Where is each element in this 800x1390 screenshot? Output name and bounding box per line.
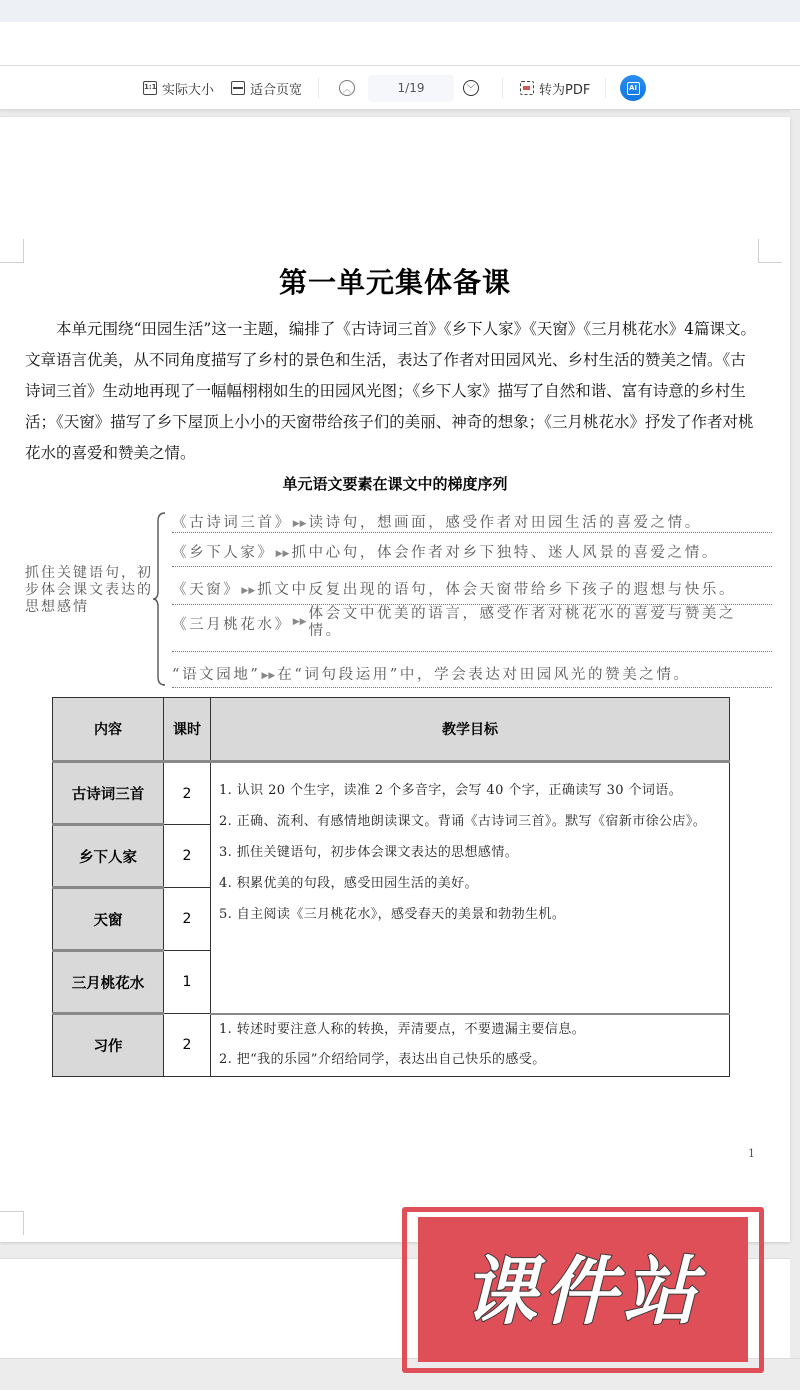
actual-size-icon: 1:1 [143, 81, 157, 95]
watermark-text: 课件站 [463, 1249, 703, 1335]
window-top-strip [0, 0, 800, 22]
lesson-hours: 1 [164, 951, 211, 1014]
goal-item: 4. 积累优美的句段，感受田园生活的美好。 [219, 876, 478, 891]
convert-pdf-label: 转为PDF [539, 82, 591, 98]
intro-paragraph: 本单元围绕“田园生活”这一主题，编排了《古诗词三首》《乡下人家》《天窗》《三月桃花水》4篇课文。文章语言优美，从不同角度描写了乡村的景色和生活，表达了作者对田园风光、乡村生活的赞美之情。《古诗词三首》生动地再现了一幅幅栩栩如生的田园风光图；《乡下人家》描写了自然和谐、富有诗意的乡村生活；《天窗》描写了乡下屋顶上小小的天窗带给孩子们的美丽、神奇的想象；《三月桃花水》抒发了作者对桃花水的喜爱和赞美之情。 [25, 320, 756, 462]
pdf-file-icon [520, 81, 534, 95]
toolbar-divider [502, 78, 503, 98]
lesson-name: 天窗 [53, 888, 164, 951]
diagram-lesson: 《乡下人家》 [172, 545, 275, 561]
diagram-text: 抓文中反复出现的语句，体会天窗带给乡下孩子的遐想与快乐。 [257, 582, 737, 598]
goal-item: 1. 转述时要注意人称的转换，弄清要点，不要遗漏主要信息。 [219, 1021, 586, 1037]
page-margin-corner-mark [0, 239, 24, 263]
diagram-text: 读诗句，想画面，感受作者对田园生活的喜爱之情。 [308, 515, 702, 531]
double-arrow-icon: ▶▶ [241, 586, 256, 596]
double-arrow-icon: ▶▶ [261, 671, 276, 681]
lesson-plan-table [52, 697, 730, 1077]
convert-pdf-button[interactable] [520, 76, 590, 100]
table-header-row [53, 698, 730, 762]
diagram-row [172, 652, 772, 688]
diagram-left-label: 抓住关键语句，初步体会课文表达的思想感情 [25, 565, 153, 615]
ai-assistant-button[interactable] [620, 75, 646, 101]
table-row [53, 1014, 730, 1077]
lesson-hours: 2 [164, 762, 211, 825]
table-header: 内容 [53, 698, 164, 762]
lesson-name: 古诗词三首 [53, 762, 164, 825]
document-title: 第一单元集体备课 [278, 266, 511, 299]
fit-width-label: 适合页宽 [250, 82, 303, 98]
next-page-button[interactable] [463, 80, 479, 96]
page-margin-corner-mark [0, 1211, 24, 1235]
chevron-down-icon: ﹀ [466, 84, 476, 95]
document-page [0, 117, 790, 1242]
actual-size-label: 实际大小 [162, 82, 215, 98]
diagram-row [172, 507, 772, 533]
diagram-text: 在“词句段运用”中，学会表达对田园风光的赞美之情。 [277, 667, 691, 683]
watermark-stamp [400, 1205, 768, 1377]
table-row [53, 762, 730, 825]
lesson-hours: 2 [164, 825, 211, 888]
ai-icon: AI [627, 82, 640, 95]
table-header: 课时 [164, 698, 211, 762]
double-arrow-icon: ▶▶ [275, 549, 290, 559]
goal-item: 2. 把“我的乐园”介绍给同学，表达出自己快乐的感受。 [219, 1051, 546, 1067]
diagram-lesson: 《古诗词三首》 [172, 515, 292, 531]
goal-item: 5. 自主阅读《三月桃花水》，感受春天的美景和勃勃生机。 [219, 907, 566, 922]
chevron-up-icon: ︿ [342, 84, 352, 95]
goal-item: 1. 认识 20 个生字，读准 2 个多音字，会写 40 个字，正确读写 30 个词语。 [219, 783, 683, 798]
diagram-row [172, 567, 772, 605]
toolbar-divider [605, 78, 606, 98]
toolbar-divider [318, 78, 319, 98]
writing-goals-cell [211, 1014, 730, 1077]
previous-page-button[interactable] [339, 80, 355, 96]
actual-size-button[interactable] [143, 76, 214, 100]
lesson-name: 三月桃花水 [53, 951, 164, 1014]
section-heading: 单元语文要素在课文中的梯度序列 [282, 475, 508, 493]
lesson-hours: 2 [164, 888, 211, 951]
diagram-row [172, 605, 772, 652]
viewer-scroll-gutter [790, 110, 800, 1360]
double-arrow-icon: ▶▶ [292, 519, 307, 529]
fit-width-icon [231, 81, 245, 95]
lesson-hours: 2 [164, 1014, 211, 1077]
lesson-name: 乡下人家 [53, 825, 164, 888]
diagram-text: 抓中心句，体会作者对乡下独特、迷人风景的喜爱之情。 [291, 545, 719, 561]
fit-width-button[interactable] [231, 76, 302, 100]
title-area [0, 22, 800, 66]
page-margin-corner-mark [758, 239, 782, 263]
goal-item: 3. 抓住关键语句，初步体会课文表达的思想感情。 [219, 845, 519, 860]
diagram-text: 体会文中优美的语言，感受作者对桃花水的喜爱与赞美之情。 [308, 606, 737, 639]
double-arrow-icon: ▶▶ [292, 616, 307, 627]
brace-icon [152, 511, 166, 687]
viewer-toolbar [0, 66, 800, 110]
reading-goals-cell [211, 762, 730, 1014]
diagram-lesson: 《天窗》 [172, 582, 241, 598]
lesson-name: 习作 [53, 1014, 164, 1077]
goal-item: 2. 正确、流利、有感情地朗读课文。背诵《古诗词三首》。默写《宿新市徐公店》。 [219, 814, 707, 829]
table-header: 教学目标 [211, 698, 730, 762]
page-number-input[interactable]: 1/19 [368, 75, 454, 102]
diagram-lesson: 《三月桃花水》 [172, 616, 292, 633]
diagram-lesson: “语文园地” [172, 667, 261, 683]
diagram-row [172, 533, 772, 567]
page-number: 1 [748, 1147, 755, 1160]
